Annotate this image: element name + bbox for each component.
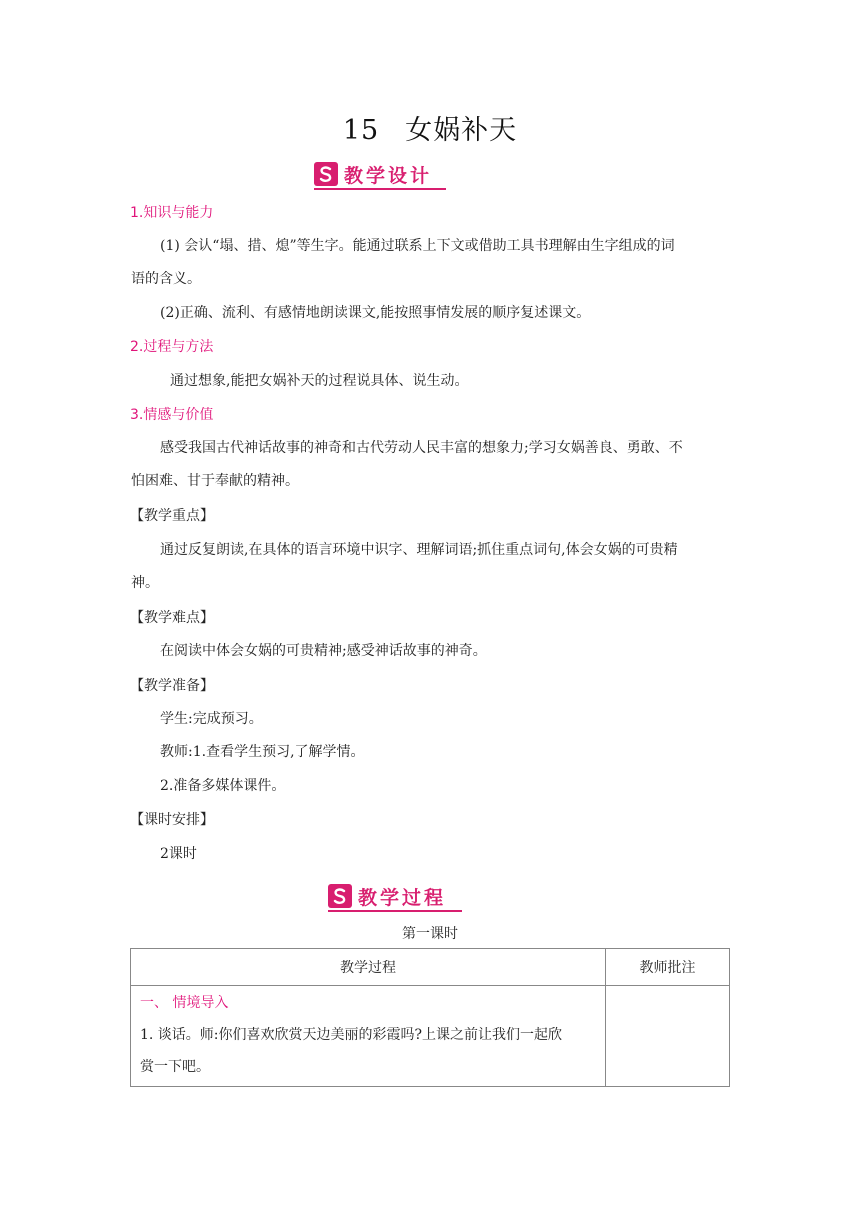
knowledge-item1-line1: (1) 会认“塌、措、熄”等生字。能通过联系上下文或借助工具书理解由生字组成的词: [160, 238, 675, 254]
heading-emotion: 3.情感与价值: [130, 407, 214, 423]
banner-underline: [314, 188, 446, 190]
banner-text: 教学过程: [358, 886, 447, 909]
process-table: [130, 948, 730, 1087]
teaching-design-banner: [314, 161, 432, 187]
banner-underline: [328, 910, 462, 912]
banner-logo-icon: [314, 162, 338, 186]
step1-line1: 1. 谈话。师:你们喜欢欣赏天边美丽的彩霞吗?上课之前让我们一起欣: [140, 1027, 563, 1043]
banner-logo-icon: [328, 884, 352, 908]
table-row: [131, 986, 730, 1087]
session-title: 第一课时: [402, 926, 458, 942]
knowledge-item2: (2)正确、流利、有感情地朗读课文,能按照事情发展的顺序复述课文。: [160, 305, 591, 321]
emotion-line2: 怕困难、甘于奉献的精神。: [131, 473, 299, 489]
column-header-process: 教学过程: [131, 949, 606, 986]
heading-schedule: 【课时安排】: [130, 812, 214, 828]
section-heading-intro: 一、 情境导入: [140, 995, 229, 1011]
lesson-number: 15: [342, 115, 380, 146]
table-header-row: [131, 949, 730, 986]
preparation-student: 学生:完成预习。: [160, 711, 263, 727]
process-text: 通过想象,能把女娲补天的过程说具体、说生动。: [170, 373, 469, 389]
lesson-title: [0, 108, 860, 147]
difficulties-text: 在阅读中体会女娲的可贵精神;感受神话故事的神奇。: [160, 643, 487, 659]
emotion-line1: 感受我国古代神话故事的神奇和古代劳动人民丰富的想象力;学习女娲善良、勇敢、不: [160, 440, 683, 456]
lesson-name: 女娲补天: [405, 115, 518, 146]
teaching-process-banner: [328, 883, 446, 909]
heading-knowledge: 1.知识与能力: [130, 205, 214, 221]
preparation-teacher1: 教师:1.查看学生预习,了解学情。: [160, 744, 365, 760]
key-points-line1: 通过反复朗读,在具体的语言环境中识字、理解词语;抓住重点词句,体会女娲的可贵精: [160, 542, 678, 558]
schedule-text: 2课时: [160, 846, 197, 862]
banner-text: 教学设计: [344, 164, 433, 187]
heading-process: 2.过程与方法: [130, 339, 214, 355]
heading-key-points: 【教学重点】: [130, 508, 214, 524]
process-cell: [131, 986, 606, 1087]
column-header-notes: 教师批注: [606, 949, 730, 986]
key-points-line2: 神。: [131, 575, 159, 591]
knowledge-item1-line2: 语的含义。: [131, 271, 201, 287]
heading-preparation: 【教学准备】: [130, 678, 214, 694]
notes-cell: [606, 986, 730, 1087]
preparation-teacher2: 2.准备多媒体课件。: [160, 778, 286, 794]
heading-difficulties: 【教学难点】: [130, 610, 214, 626]
step1-line2: 赏一下吧。: [140, 1059, 210, 1075]
